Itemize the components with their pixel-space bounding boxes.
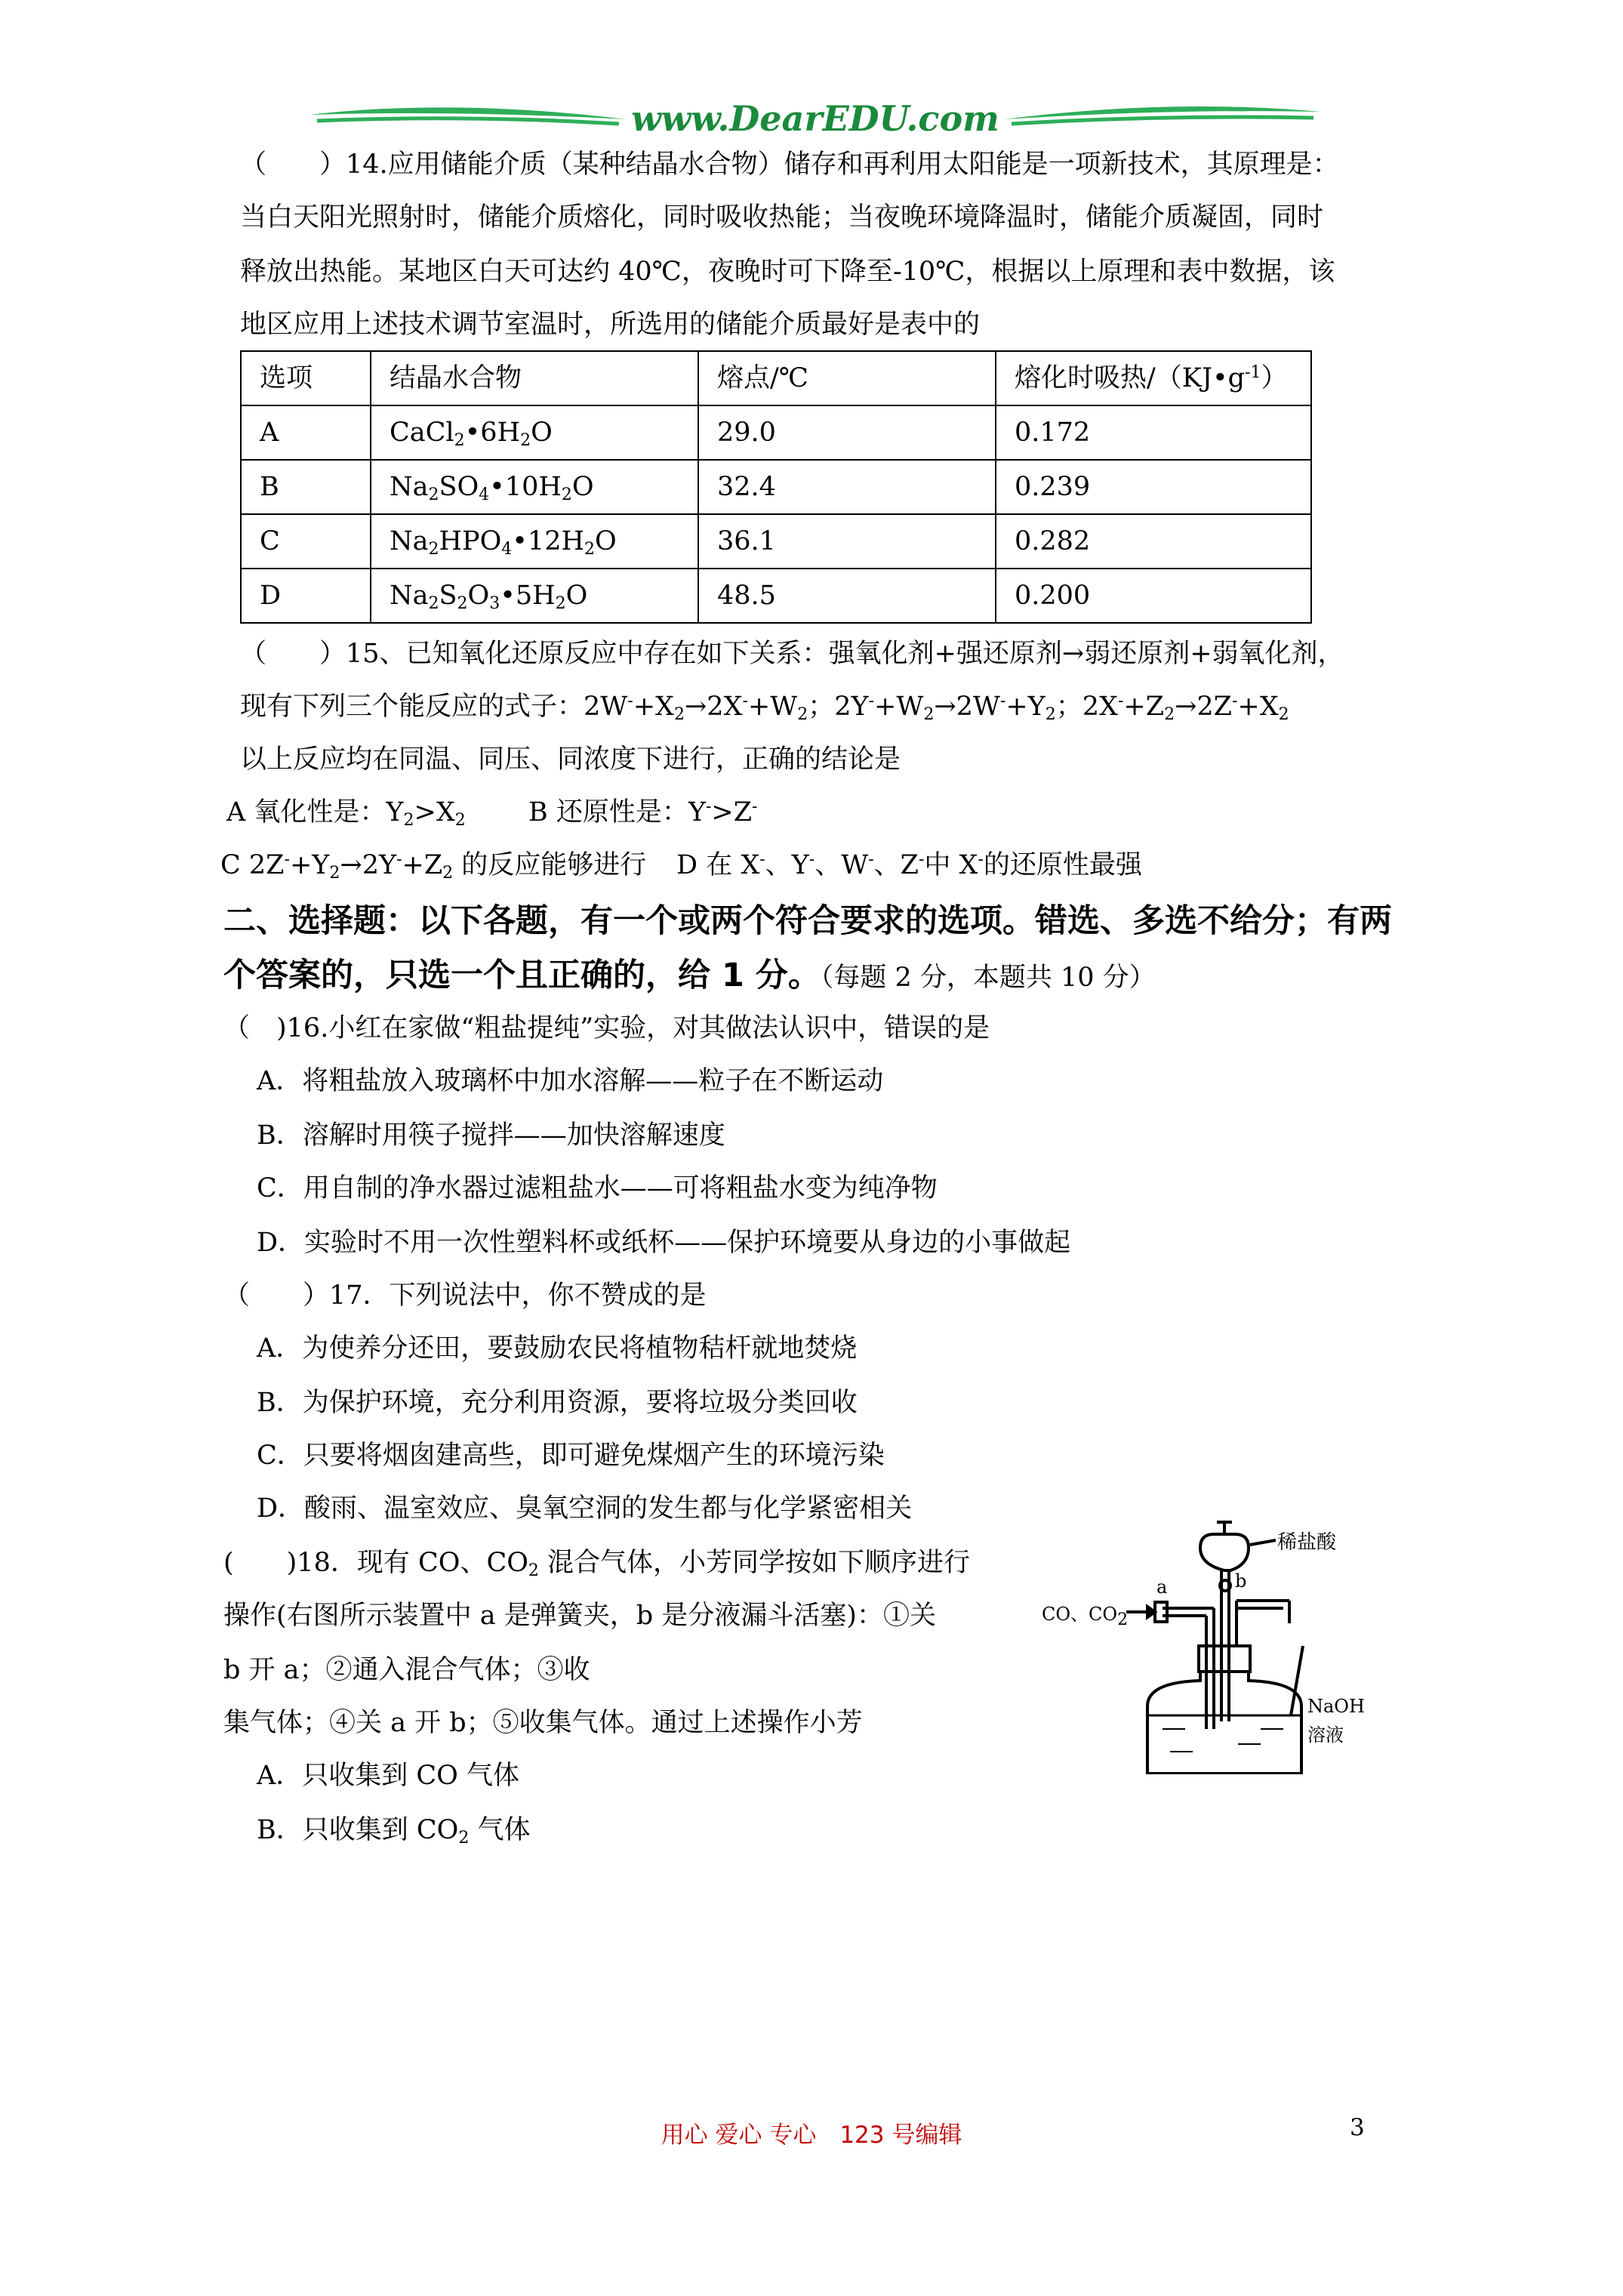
- q17-option-a: A．为使养分还田，要鼓励农民将植物秸杆就地焚烧: [257, 1333, 858, 1364]
- label-gas: CO、$CO_2$: [1042, 1604, 1129, 1629]
- section2-title-tail: （每题 2 分，本题共 10 分）: [820, 963, 1156, 993]
- q18-line-1: ( )18．现有 CO、$CO_2$ 混合气体，小芳同学按如下顺序进行: [223, 1548, 971, 1580]
- q18-line-2: 操作(右图所示装置中 a 是弹簧夹，b 是分液漏斗活塞)：①关: [223, 1601, 936, 1631]
- page-number: 3: [1350, 2114, 1365, 2141]
- table-cell: B: [241, 460, 371, 514]
- table-header-cell: 熔化时吸热$/(KJ•g^{-1})$: [996, 351, 1311, 405]
- q17-stem: （ ）17．下列说法中，你不赞成的是: [223, 1281, 707, 1311]
- table-cell: 0.172: [996, 405, 1311, 460]
- q17-option-c: C．只要将烟囱建高些，即可避免煤烟产生的环境污染: [257, 1441, 885, 1471]
- q15-option-d: D 在 X-、Y-、W-、Z-中 X-的还原性最强: [676, 850, 1142, 880]
- table-row: [241, 460, 1311, 514]
- q15-line-1: （ ）15、已知氧化还原反应中存在如下关系：强氧化剂+强还原剂→弱还原剂+弱氧化剂，: [240, 639, 1344, 669]
- q16-option-a: A．将粗盐放入玻璃杯中加水溶解——粒子在不断运动: [257, 1066, 884, 1096]
- table-cell: 0.282: [996, 514, 1311, 569]
- table-header-cell: 熔点/℃: [698, 351, 996, 405]
- q14-line-1: （ ）14.应用储能介质（某种结晶水合物）储存和再利用太阳能是一项新技术，其原理是：: [240, 149, 1339, 180]
- section2-title-line-2: [223, 954, 1156, 999]
- label-a: a: [1156, 1576, 1168, 1598]
- table-cell: D: [241, 569, 371, 623]
- table-cell: 0.239: [996, 460, 1311, 514]
- label-naoh: NaOH: [1307, 1696, 1365, 1717]
- table-cell: $Na_2HPO_4•12H_2O$: [371, 514, 698, 569]
- q16-option-b: B．溶解时用筷子搅拌——加快溶解速度: [257, 1120, 725, 1151]
- q18-option-a: A．只收集到 CO 气体: [257, 1761, 520, 1791]
- table-cell: C: [241, 514, 371, 569]
- table-cell: $CaCl_2•6H_2O$: [371, 405, 698, 460]
- table-cell: 29.0: [698, 405, 996, 460]
- q15-option-b: B 还原性是：Y->Z-: [528, 797, 758, 827]
- header-logo: [302, 98, 1329, 151]
- q16-option-c: C．用自制的净水器过滤粗盐水——可将粗盐水变为纯净物: [257, 1173, 938, 1203]
- table-header-cell: 结晶水合物: [371, 351, 698, 405]
- label-acid: 稀盐酸: [1277, 1531, 1337, 1554]
- q15-line-2: 现有下列三个能反应的式子：$2W^-+X_2\to 2X^-+W_2$；$2Y^-+W_2\to 2W^-+Y_2$；$2X^-+Z_2\to 2Z^-+X_2$: [240, 692, 1289, 724]
- q18-line-3: b 开 a；②通入混合气体；③收: [223, 1655, 590, 1685]
- table-header-row: [241, 351, 1311, 405]
- table-cell: $Na_2SO_4•10H_2O$: [371, 460, 698, 514]
- label-solution: 溶液: [1307, 1724, 1344, 1746]
- table-cell: 32.4: [698, 460, 996, 514]
- table-row: [241, 405, 1311, 460]
- q18-line-4: 集气体；④关 a 开 b；⑤收集气体。通过上述操作小芳: [223, 1708, 863, 1738]
- q14-line-3: 释放出热能。某地区白天可达约 40℃，夜晚时可下降至-10℃，根据以上原理和表中数据，该: [240, 257, 1335, 287]
- table-cell: A: [241, 405, 371, 460]
- table-cell: 36.1: [698, 514, 996, 569]
- table-cell: $Na_2S_2O_3•5H_2O$: [371, 569, 698, 623]
- section2-title-main: 个答案的，只选一个且正确的，给 1 分。: [223, 957, 821, 994]
- q16-option-d: D．实验时不用一次性塑料杯或纸杯——保护环境要从身边的小事做起: [257, 1228, 1071, 1258]
- q16-stem: （ )16.小红在家做“粗盐提纯”实验，对其做法认识中，错误的是: [223, 1013, 990, 1043]
- q18-option-b: B．只收集到 $CO_2$ 气体: [257, 1815, 531, 1848]
- table-row: [241, 514, 1311, 569]
- q14-line-4: 地区应用上述技术调节室温时，所选用的储能介质最好是表中的: [240, 310, 981, 340]
- footer-text: 用心 爱心 专心 123 号编辑: [661, 2122, 962, 2149]
- logo-text: www.DearEDU.com: [631, 98, 999, 139]
- table-cell: 0.200: [996, 569, 1311, 623]
- q17-option-d: D．酸雨、温室效应、臭氧空洞的发生都与化学紧密相关: [257, 1493, 913, 1524]
- q17-option-b: B．为保护环境，充分利用资源，要将垃圾分类回收: [257, 1388, 858, 1418]
- q15-option-c: C $2Z^-+Y_2\to 2Y^-+Z_2$ 的反应能够进行: [220, 850, 647, 883]
- hydrate-table: [240, 350, 1312, 624]
- q15-line-3: 以上反应均在同温、同压、同浓度下进行，正确的结论是: [240, 744, 901, 775]
- label-b: b: [1235, 1570, 1247, 1592]
- table-cell: 48.5: [698, 569, 996, 623]
- table-row: [241, 569, 1311, 623]
- table-header-cell: 选项: [241, 351, 371, 405]
- section2-title-line-1: 二、选择题：以下各题，有一个或两个符合要求的选项。错选、多选不给分；有两: [223, 902, 1392, 940]
- q15-option-a: A 氧化性是：$Y_2>X_2$: [226, 797, 466, 830]
- q14-line-2: 当白天阳光照射时，储能介质熔化，同时吸收热能；当夜晚环境降温时，储能介质凝固，同时: [240, 202, 1324, 233]
- apparatus-figure: [1042, 1518, 1365, 1774]
